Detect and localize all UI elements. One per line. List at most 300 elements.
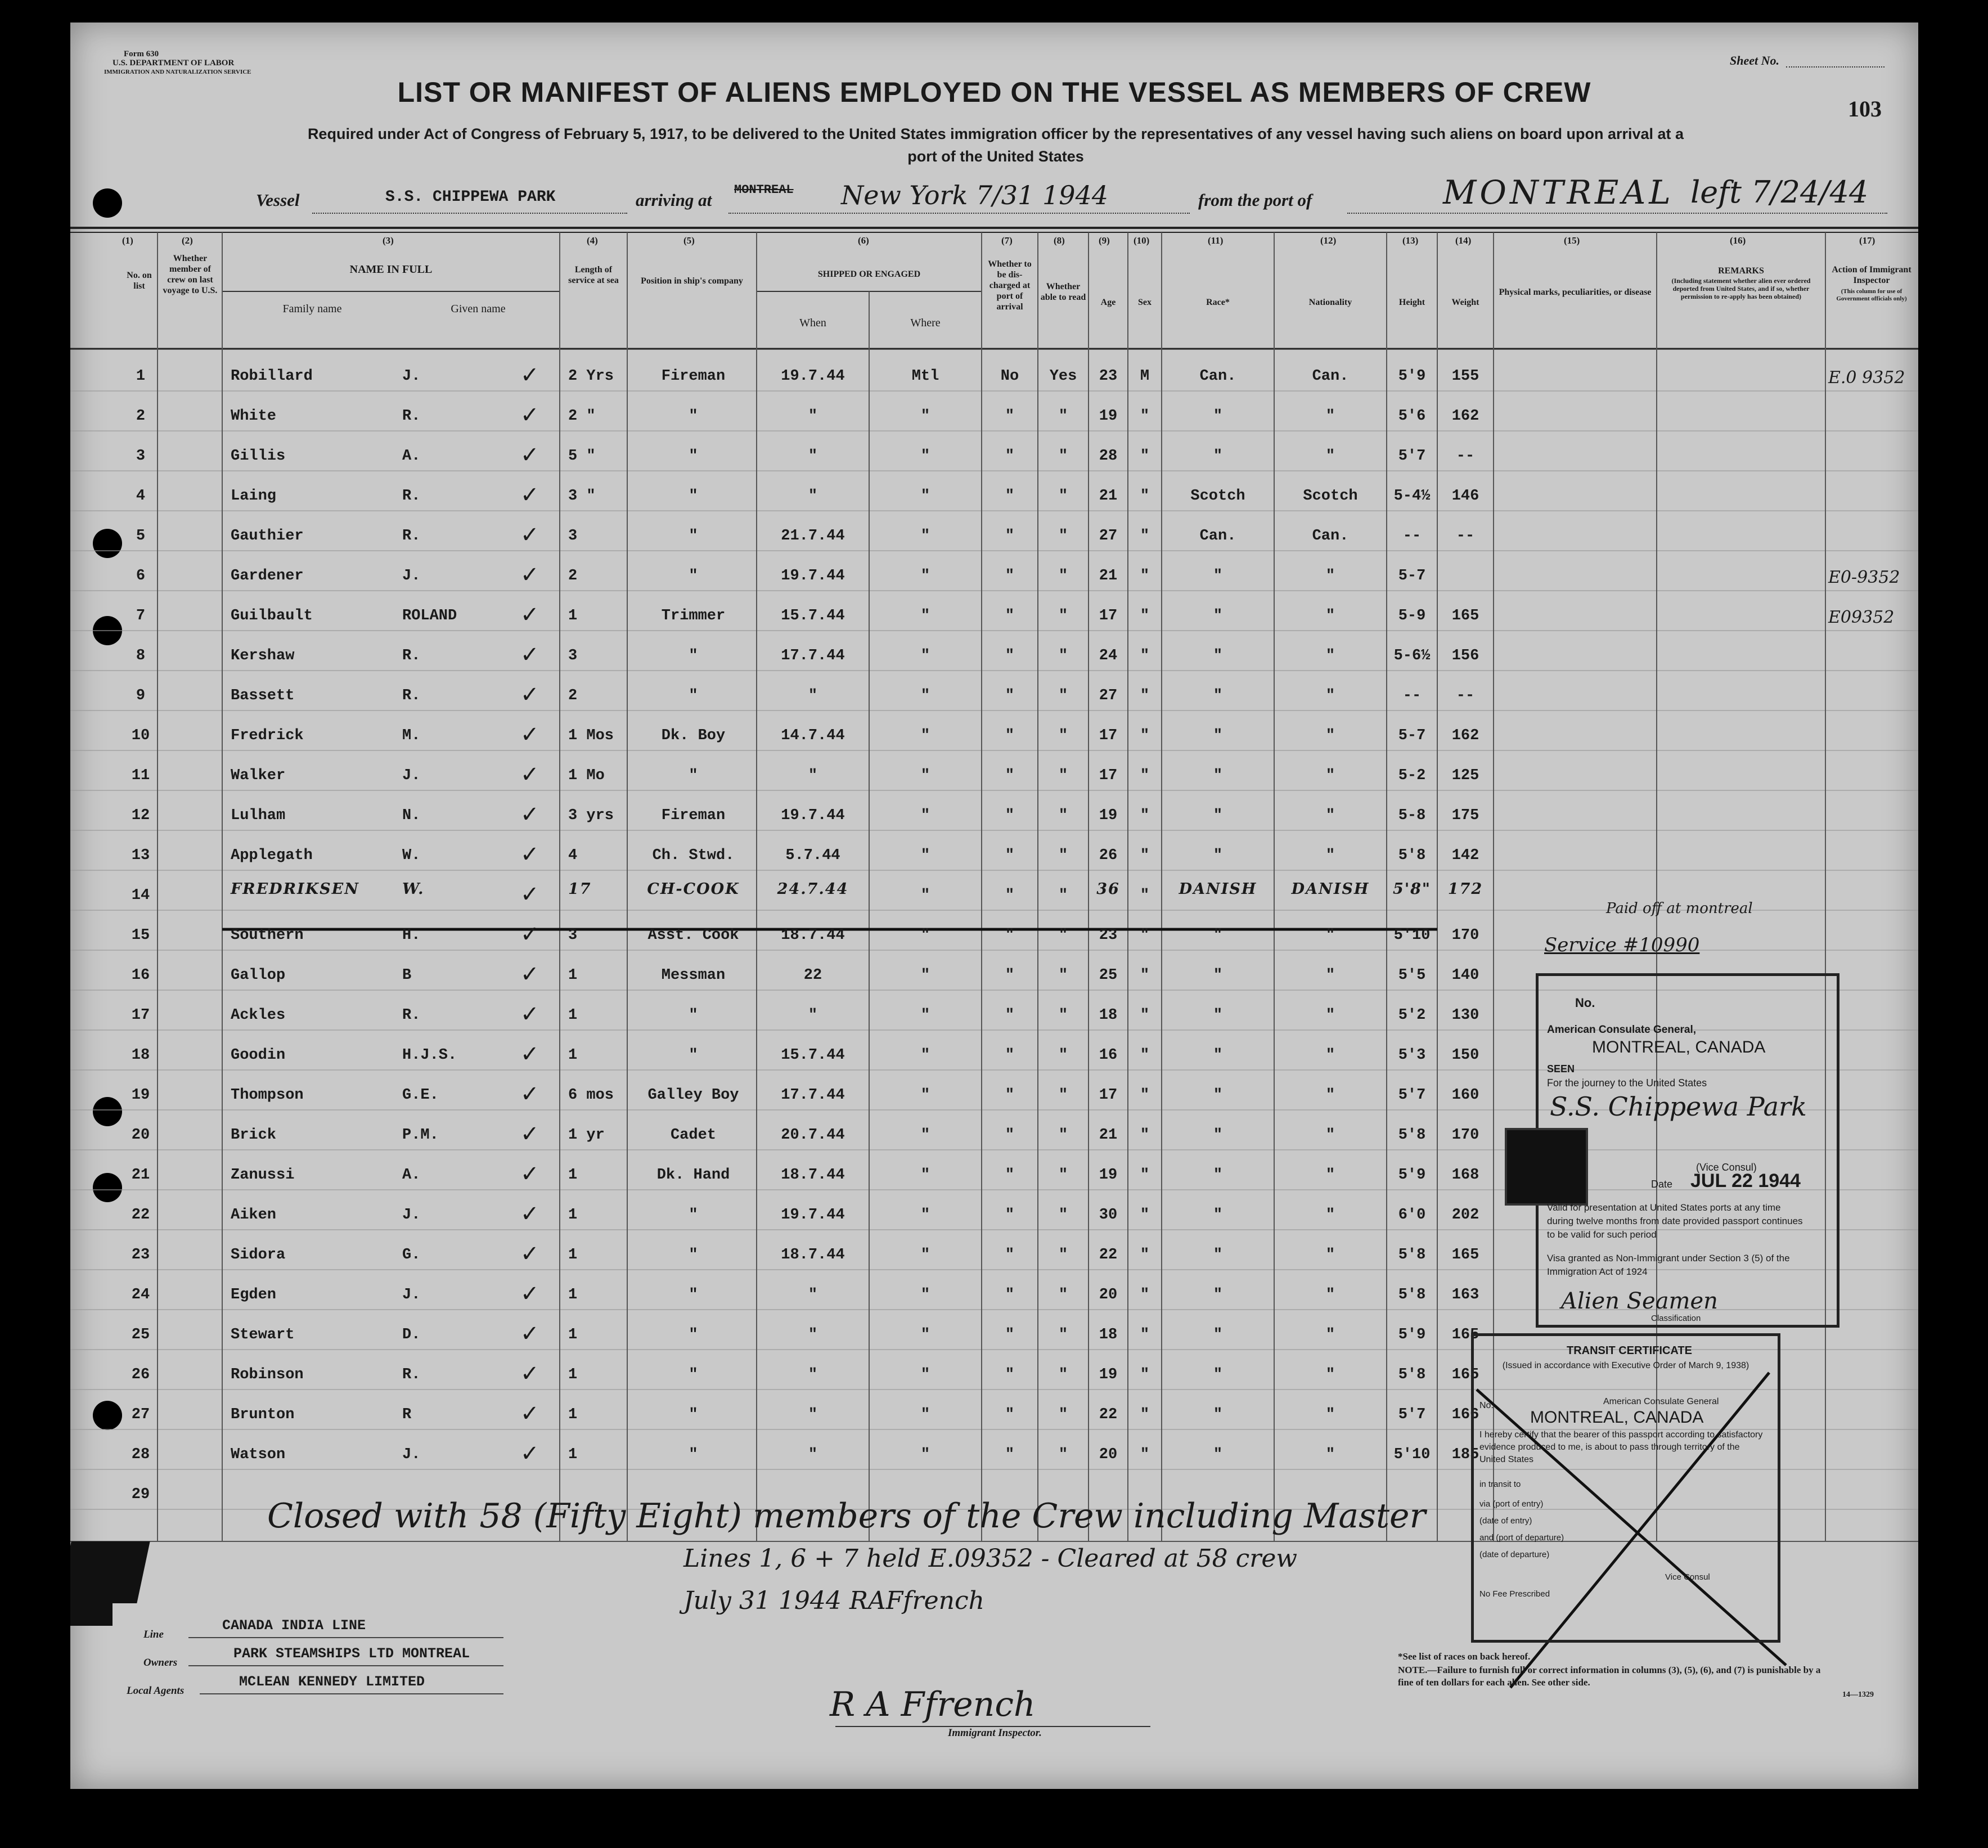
- position-cell: CH-COOK: [647, 880, 740, 898]
- inspector-action-cell: E.0 9352: [1828, 368, 1905, 388]
- height-cell: 5-9: [1398, 608, 1426, 624]
- visa-seen: SEEN: [1547, 1063, 1575, 1074]
- family-name-cell: Lulham: [231, 807, 286, 824]
- transit-title: TRANSIT CERTIFICATE: [1567, 1345, 1692, 1357]
- footer-agents-rule: [200, 1693, 503, 1694]
- age-cell: 24: [1099, 648, 1118, 664]
- family-name-cell: Laing: [231, 488, 277, 505]
- able-to-read-cell: ": [1058, 1207, 1068, 1224]
- check-mark-icon: ✓: [520, 882, 539, 907]
- weight-cell: 162: [1451, 408, 1479, 425]
- age-cell: 22: [1099, 1406, 1118, 1423]
- race-cell: ": [1213, 1406, 1223, 1423]
- length-of-service-cell: 5 ": [568, 448, 596, 465]
- row-number-cell: 3: [136, 448, 146, 465]
- check-mark-icon: ✓: [520, 1041, 539, 1067]
- sex-cell: ": [1140, 568, 1150, 584]
- sex-cell: ": [1140, 927, 1150, 944]
- table-row: [70, 799, 1918, 839]
- age-cell: 23: [1099, 927, 1118, 944]
- family-name-cell: Stewart: [231, 1327, 295, 1343]
- check-mark-icon: ✓: [520, 402, 539, 428]
- row-number-cell: 9: [136, 687, 146, 704]
- row-number-cell: 28: [131, 1446, 150, 1463]
- able-to-read-cell: ": [1058, 408, 1068, 425]
- weight-cell: --: [1456, 687, 1475, 704]
- shipped-when-cell: 15.7.44: [781, 1047, 845, 1064]
- check-mark-icon: ✓: [520, 522, 539, 548]
- col-num-14: (14): [1455, 235, 1472, 246]
- nationality-cell: ": [1325, 1366, 1335, 1383]
- race-cell: ": [1213, 1287, 1223, 1303]
- race-cell: ": [1213, 687, 1223, 704]
- height-cell: 5'9: [1398, 1167, 1426, 1184]
- position-cell: Messman: [661, 967, 726, 984]
- able-to-read-cell: ": [1058, 488, 1068, 505]
- row-number-cell: 29: [131, 1486, 150, 1503]
- age-cell: 19: [1099, 408, 1118, 425]
- age-cell: 20: [1099, 1446, 1118, 1463]
- shipped-where-cell: ": [920, 687, 930, 704]
- sex-cell: ": [1140, 887, 1150, 904]
- length-of-service-cell: 1: [568, 1007, 578, 1024]
- sex-cell: ": [1140, 608, 1150, 624]
- nationality-cell: ": [1325, 727, 1335, 744]
- family-name-cell: Ackles: [231, 1007, 286, 1024]
- col-num-12: (12): [1320, 235, 1337, 246]
- height-cell: 5'10: [1393, 1446, 1431, 1463]
- age-cell: 30: [1099, 1207, 1118, 1224]
- height-cell: 5'7: [1398, 1087, 1426, 1104]
- sex-cell: ": [1140, 1287, 1150, 1303]
- table-row: [70, 680, 1918, 720]
- age-cell: 23: [1099, 368, 1118, 385]
- shipped-where-cell: ": [920, 847, 930, 864]
- height-cell: --: [1402, 528, 1422, 545]
- shipped-when-cell: 18.7.44: [781, 1247, 845, 1264]
- able-to-read-cell: ": [1058, 807, 1068, 824]
- to-be-discharged-cell: ": [1005, 448, 1015, 465]
- header-able-read: Whether able to read: [1040, 282, 1086, 302]
- row-number-cell: 17: [131, 1007, 150, 1024]
- given-name-cell: R.: [402, 1007, 421, 1024]
- col-num-3: (3): [383, 235, 394, 246]
- to-be-discharged-cell: ": [1005, 1047, 1015, 1064]
- weight-cell: 125: [1451, 767, 1479, 784]
- height-cell: 5'5: [1398, 967, 1426, 984]
- to-be-discharged-cell: ": [1005, 887, 1015, 904]
- able-to-read-cell: ": [1058, 1047, 1068, 1064]
- race-cell: ": [1213, 408, 1223, 425]
- given-name-cell: J.: [402, 568, 421, 584]
- nationality-cell: Can.: [1312, 528, 1349, 545]
- able-to-read-cell: ": [1058, 1366, 1068, 1383]
- height-cell: 5-7: [1398, 568, 1426, 584]
- shipped-when-cell: ": [808, 1007, 818, 1024]
- position-cell: Trimmer: [661, 608, 726, 624]
- position-cell: ": [689, 1406, 698, 1423]
- race-cell: ": [1213, 727, 1223, 744]
- header-member-crew: Whether member of crew on last voyage to U.S.: [163, 254, 218, 295]
- height-cell: 5'8: [1398, 1247, 1426, 1264]
- row-number-cell: 21: [131, 1167, 150, 1184]
- row-number-cell: 4: [136, 488, 146, 505]
- weight-cell: 150: [1451, 1047, 1479, 1064]
- check-mark-icon: ✓: [520, 1081, 539, 1107]
- check-mark-icon: ✓: [520, 1001, 539, 1027]
- shipped-where-cell: ": [920, 568, 930, 584]
- given-name-cell: J.: [402, 368, 421, 385]
- nationality-cell: ": [1325, 1207, 1335, 1224]
- position-cell: ": [689, 1207, 698, 1224]
- table-row: [70, 360, 1918, 400]
- sex-cell: ": [1140, 408, 1150, 425]
- nationality-cell: DANISH: [1291, 880, 1370, 898]
- shipped-when-cell: 18.7.44: [781, 927, 845, 944]
- nationality-cell: ": [1325, 807, 1335, 824]
- family-name-cell: Fredrick: [231, 727, 304, 744]
- table-row: [70, 560, 1918, 600]
- page-title: LIST OR MANIFEST OF ALIENS EMPLOYED ON THE VESSEL AS MEMBERS OF CREW: [397, 77, 1591, 108]
- shipped-where-cell: ": [920, 1247, 930, 1264]
- transit-via: via (port of entry): [1479, 1499, 1544, 1509]
- sex-cell: ": [1140, 1047, 1150, 1064]
- given-name-cell: J.: [402, 767, 421, 784]
- nationality-cell: ": [1325, 1287, 1335, 1303]
- weight-cell: 155: [1451, 368, 1479, 385]
- length-of-service-cell: 2 Yrs: [568, 368, 614, 385]
- row-number-cell: 11: [131, 767, 150, 784]
- length-of-service-cell: 1: [568, 608, 578, 624]
- transit-certify: I hereby certify that the bearer of this passport according to satisfactory evidence produced to me, is about to pass through territory of the United States: [1479, 1430, 1763, 1464]
- to-be-discharged-cell: ": [1005, 1287, 1015, 1303]
- shipped-when-cell: 19.7.44: [781, 807, 845, 824]
- shipped-when-cell: 17.7.44: [781, 648, 845, 664]
- check-mark-icon: ✓: [520, 1401, 539, 1427]
- race-cell: ": [1213, 1327, 1223, 1343]
- sex-cell: ": [1140, 727, 1150, 744]
- length-of-service-cell: 3: [568, 528, 578, 545]
- age-cell: 28: [1099, 448, 1118, 465]
- sex-cell: ": [1140, 648, 1150, 664]
- footer-line-label: Line: [143, 1629, 164, 1640]
- able-to-read-cell: ": [1058, 608, 1068, 624]
- given-name-cell: G.: [402, 1247, 421, 1264]
- visa-granted-text: Visa granted as Non-Immigrant under Section 3 (5) of the Immigration Act of 1924: [1547, 1253, 1790, 1277]
- family-name-cell: Thompson: [231, 1087, 304, 1104]
- shipped-where-cell: ": [920, 727, 930, 744]
- race-cell: ": [1213, 1167, 1223, 1184]
- check-mark-icon: ✓: [520, 1281, 539, 1307]
- row-number-cell: 16: [131, 967, 150, 984]
- footer-note-races: *See list of races on back hereof.: [1398, 1651, 1531, 1662]
- able-to-read-cell: ": [1058, 967, 1068, 984]
- to-be-discharged-cell: ": [1005, 1247, 1015, 1264]
- height-cell: 5-6½: [1393, 648, 1431, 664]
- height-cell: 5'7: [1398, 1406, 1426, 1423]
- col-num-8: (8): [1054, 235, 1065, 246]
- length-of-service-cell: 17: [568, 880, 592, 898]
- footer-agents-label: Local Agents: [127, 1685, 185, 1697]
- height-cell: --: [1402, 687, 1422, 704]
- shipped-when-cell: ": [808, 408, 818, 425]
- check-mark-icon: ✓: [520, 1201, 539, 1227]
- able-to-read-cell: ": [1058, 687, 1068, 704]
- height-cell: 5-4½: [1393, 488, 1431, 505]
- shipped-when-cell: ": [808, 488, 818, 505]
- row-number-cell: 23: [131, 1247, 150, 1264]
- check-mark-icon: ✓: [520, 921, 539, 947]
- footer-agents-value: MCLEAN KENNEDY LIMITED: [239, 1674, 425, 1690]
- family-name-cell: Bassett: [231, 687, 295, 704]
- length-of-service-cell: 1: [568, 1366, 578, 1383]
- row-number-cell: 5: [136, 528, 146, 545]
- to-be-discharged-cell: ": [1005, 1207, 1015, 1224]
- check-mark-icon: ✓: [520, 1241, 539, 1267]
- age-cell: 36: [1096, 880, 1120, 898]
- able-to-read-cell: ": [1058, 1247, 1068, 1264]
- race-cell: ": [1213, 568, 1223, 584]
- sex-cell: ": [1140, 807, 1150, 824]
- page-number: 103: [1848, 96, 1882, 122]
- family-name-cell: Gauthier: [231, 528, 304, 545]
- header-sex: Sex: [1138, 298, 1152, 307]
- family-name-cell: Watson: [231, 1446, 286, 1463]
- from-port-label: from the port of: [1198, 190, 1312, 210]
- age-cell: 18: [1099, 1007, 1118, 1024]
- shipped-when-cell: 20.7.44: [781, 1127, 845, 1144]
- race-cell: Scotch: [1190, 488, 1245, 505]
- col-num-7: (7): [1001, 235, 1013, 246]
- header-action-sub: (This column for use of Government officials only): [1836, 288, 1907, 302]
- family-name-cell: Brunton: [231, 1406, 295, 1423]
- position-cell: Galley Boy: [647, 1087, 739, 1104]
- race-cell: ": [1213, 1247, 1223, 1264]
- visa-classification: Classification: [1651, 1314, 1701, 1323]
- transit-consulate: American Consulate General: [1603, 1397, 1719, 1406]
- col-num-10: (10): [1134, 235, 1150, 246]
- check-mark-icon: ✓: [520, 961, 539, 987]
- manifest-sheet: [70, 23, 1918, 1789]
- weight-cell: 166: [1451, 1406, 1479, 1423]
- able-to-read-cell: ": [1058, 528, 1068, 545]
- given-name-cell: D.: [402, 1327, 421, 1343]
- visa-city: MONTREAL, CANADA: [1592, 1038, 1766, 1056]
- given-name-cell: M.: [402, 727, 421, 744]
- length-of-service-cell: 1 Mo: [568, 767, 605, 784]
- table-row: [70, 480, 1918, 520]
- check-mark-icon: ✓: [520, 682, 539, 708]
- given-name-cell: A.: [402, 1167, 421, 1184]
- race-cell: ": [1213, 767, 1223, 784]
- col-num-13: (13): [1402, 235, 1419, 246]
- transit-in-transit: in transit to: [1479, 1480, 1521, 1489]
- able-to-read-cell: ": [1058, 727, 1068, 744]
- arriving-port-typed: MONTREAL: [734, 183, 794, 197]
- position-cell: Ch. Stwd.: [652, 847, 735, 864]
- shipped-when-cell: 22: [803, 967, 822, 984]
- nationality-cell: ": [1325, 967, 1335, 984]
- row-number-cell: 22: [131, 1207, 150, 1224]
- sex-cell: ": [1140, 1087, 1150, 1104]
- able-to-read-cell: ": [1058, 1127, 1068, 1144]
- header-race: Race*: [1206, 298, 1230, 307]
- inspector-action-cell: E0-9352: [1828, 568, 1900, 587]
- age-cell: 19: [1099, 1366, 1118, 1383]
- check-mark-icon: ✓: [520, 722, 539, 748]
- able-to-read-cell: ": [1058, 1327, 1068, 1343]
- col-num-15: (15): [1564, 235, 1580, 246]
- length-of-service-cell: 3 yrs: [568, 807, 614, 824]
- visa-consulate: American Consulate General,: [1547, 1024, 1697, 1036]
- weight-cell: --: [1456, 448, 1475, 465]
- given-name-cell: R.: [402, 488, 421, 505]
- check-mark-icon: ✓: [520, 642, 539, 668]
- col-num-1: (1): [122, 235, 133, 246]
- race-cell: ": [1213, 967, 1223, 984]
- subtitle-line2: port of the United States: [907, 148, 1084, 165]
- row-number-cell: 12: [131, 807, 150, 824]
- footer-owners-value: PARK STEAMSHIPS LTD MONTREAL: [233, 1645, 470, 1662]
- revenue-stamp: [1505, 1128, 1588, 1206]
- length-of-service-cell: 2: [568, 568, 578, 584]
- shipped-where-cell: ": [920, 887, 930, 904]
- able-to-read-cell: Yes: [1049, 368, 1077, 385]
- height-cell: 5'7: [1398, 448, 1426, 465]
- length-of-service-cell: 1: [568, 1287, 578, 1303]
- shipped-when-cell: ": [808, 1406, 818, 1423]
- sex-cell: ": [1140, 448, 1150, 465]
- shipped-where-cell: ": [920, 1087, 930, 1104]
- visa-journey: For the journey to the United States: [1547, 1077, 1707, 1089]
- race-cell: ": [1213, 807, 1223, 824]
- header-discharged: Whether to be dis-charged at port of arrival: [988, 259, 1032, 312]
- given-name-cell: J.: [402, 1207, 421, 1224]
- shipped-where-cell: ": [920, 1287, 930, 1303]
- row-number-cell: 1: [136, 368, 146, 385]
- nationality-cell: ": [1325, 408, 1335, 425]
- header-remarks: REMARKS: [1718, 266, 1764, 276]
- check-mark-icon: ✓: [520, 1441, 539, 1467]
- age-cell: 22: [1099, 1247, 1118, 1264]
- to-be-discharged-cell: No: [1000, 368, 1019, 385]
- family-name-cell: White: [231, 408, 277, 425]
- header-given-name: Given name: [451, 303, 506, 315]
- shipped-when-cell: 24.7.44: [777, 880, 849, 898]
- row-number-cell: 10: [131, 727, 150, 744]
- header-no-on-list: No. on list: [127, 271, 152, 291]
- position-cell: ": [689, 767, 698, 784]
- shipped-when-cell: ": [808, 1366, 818, 1383]
- to-be-discharged-cell: ": [1005, 648, 1015, 664]
- family-name-cell: Sidora: [231, 1247, 286, 1264]
- row-number-cell: 13: [131, 847, 150, 864]
- row-number-cell: 27: [131, 1406, 150, 1423]
- position-cell: Cadet: [670, 1127, 716, 1144]
- length-of-service-cell: 3 ": [568, 488, 596, 505]
- header-name-in-full: NAME IN FULL: [349, 263, 433, 276]
- footer-note-fine: NOTE.—Failure to furnish full or correct information in columns (3), (5), (6), and (7) is punishable by a fine of ten dollars for each alien. See other side.: [1398, 1665, 1821, 1688]
- age-cell: 19: [1099, 1167, 1118, 1184]
- check-mark-icon: ✓: [520, 442, 539, 468]
- weight-cell: 140: [1451, 967, 1479, 984]
- given-name-cell: B: [402, 967, 412, 984]
- race-cell: ": [1213, 1366, 1223, 1383]
- able-to-read-cell: ": [1058, 1087, 1068, 1104]
- to-be-discharged-cell: ": [1005, 1007, 1015, 1024]
- check-mark-icon: ✓: [520, 362, 539, 388]
- age-cell: 16: [1099, 1047, 1118, 1064]
- nationality-cell: ": [1325, 1446, 1335, 1463]
- to-be-discharged-cell: ": [1005, 528, 1015, 545]
- length-of-service-cell: 1: [568, 1207, 578, 1224]
- able-to-read-cell: ": [1058, 767, 1068, 784]
- age-cell: 20: [1099, 1287, 1118, 1303]
- to-be-discharged-cell: ": [1005, 807, 1015, 824]
- nationality-cell: ": [1325, 568, 1335, 584]
- sex-cell: ": [1140, 1167, 1150, 1184]
- transit-line1: (Issued in accordance with Executive Order of March 9, 1938): [1502, 1361, 1749, 1370]
- shipped-where-cell: ": [920, 608, 930, 624]
- family-name-cell: Southern: [231, 927, 304, 944]
- position-cell: ": [689, 648, 698, 664]
- col-num-6: (6): [858, 235, 869, 246]
- nationality-cell: ": [1325, 1087, 1335, 1104]
- header-weight: Weight: [1451, 298, 1479, 307]
- shipped-when-cell: ": [808, 1327, 818, 1343]
- transit-date-entry: (date of entry): [1479, 1516, 1532, 1526]
- inspector-label: Immigrant Inspector.: [948, 1727, 1042, 1739]
- race-cell: ": [1213, 648, 1223, 664]
- header-length-service: Length of service at sea: [568, 265, 619, 285]
- visa-no-label: No.: [1575, 996, 1595, 1010]
- given-name-cell: P.M.: [402, 1127, 439, 1144]
- family-name-cell: Walker: [231, 767, 286, 784]
- height-cell: 5'8: [1398, 1127, 1426, 1144]
- service-number: Service #10990: [1544, 934, 1700, 956]
- age-cell: 17: [1099, 727, 1118, 744]
- weight-cell: 185: [1451, 1446, 1479, 1463]
- sex-cell: ": [1140, 847, 1150, 864]
- length-of-service-cell: 2: [568, 687, 578, 704]
- family-name-cell: Brick: [231, 1127, 277, 1144]
- check-mark-icon: ✓: [520, 1361, 539, 1387]
- race-cell: ": [1213, 1047, 1223, 1064]
- header-when: When: [799, 317, 826, 329]
- position-cell: ": [689, 687, 698, 704]
- row-number-cell: 6: [136, 568, 146, 584]
- shipped-when-cell: 18.7.44: [781, 1167, 845, 1184]
- position-cell: Dk. Boy: [661, 727, 726, 744]
- position-cell: Asst. Cook: [647, 927, 739, 944]
- header-shipped: SHIPPED OR ENGAGED: [817, 269, 921, 279]
- family-name-cell: Gardener: [231, 568, 304, 584]
- weight-cell: --: [1456, 528, 1475, 545]
- race-cell: ": [1213, 1007, 1223, 1024]
- row-number-cell: 24: [131, 1287, 150, 1303]
- inspector-signature: R A Ffrench: [830, 1685, 1036, 1724]
- position-cell: ": [689, 1327, 698, 1343]
- weight-cell: 170: [1451, 1127, 1479, 1144]
- transit-and: and (port of departure): [1479, 1533, 1564, 1543]
- height-cell: 5-2: [1398, 767, 1426, 784]
- age-cell: 27: [1099, 528, 1118, 545]
- sex-cell: ": [1140, 1007, 1150, 1024]
- nationality-cell: ": [1325, 648, 1335, 664]
- length-of-service-cell: 1: [568, 1406, 578, 1423]
- position-cell: ": [689, 528, 698, 545]
- age-cell: 17: [1099, 767, 1118, 784]
